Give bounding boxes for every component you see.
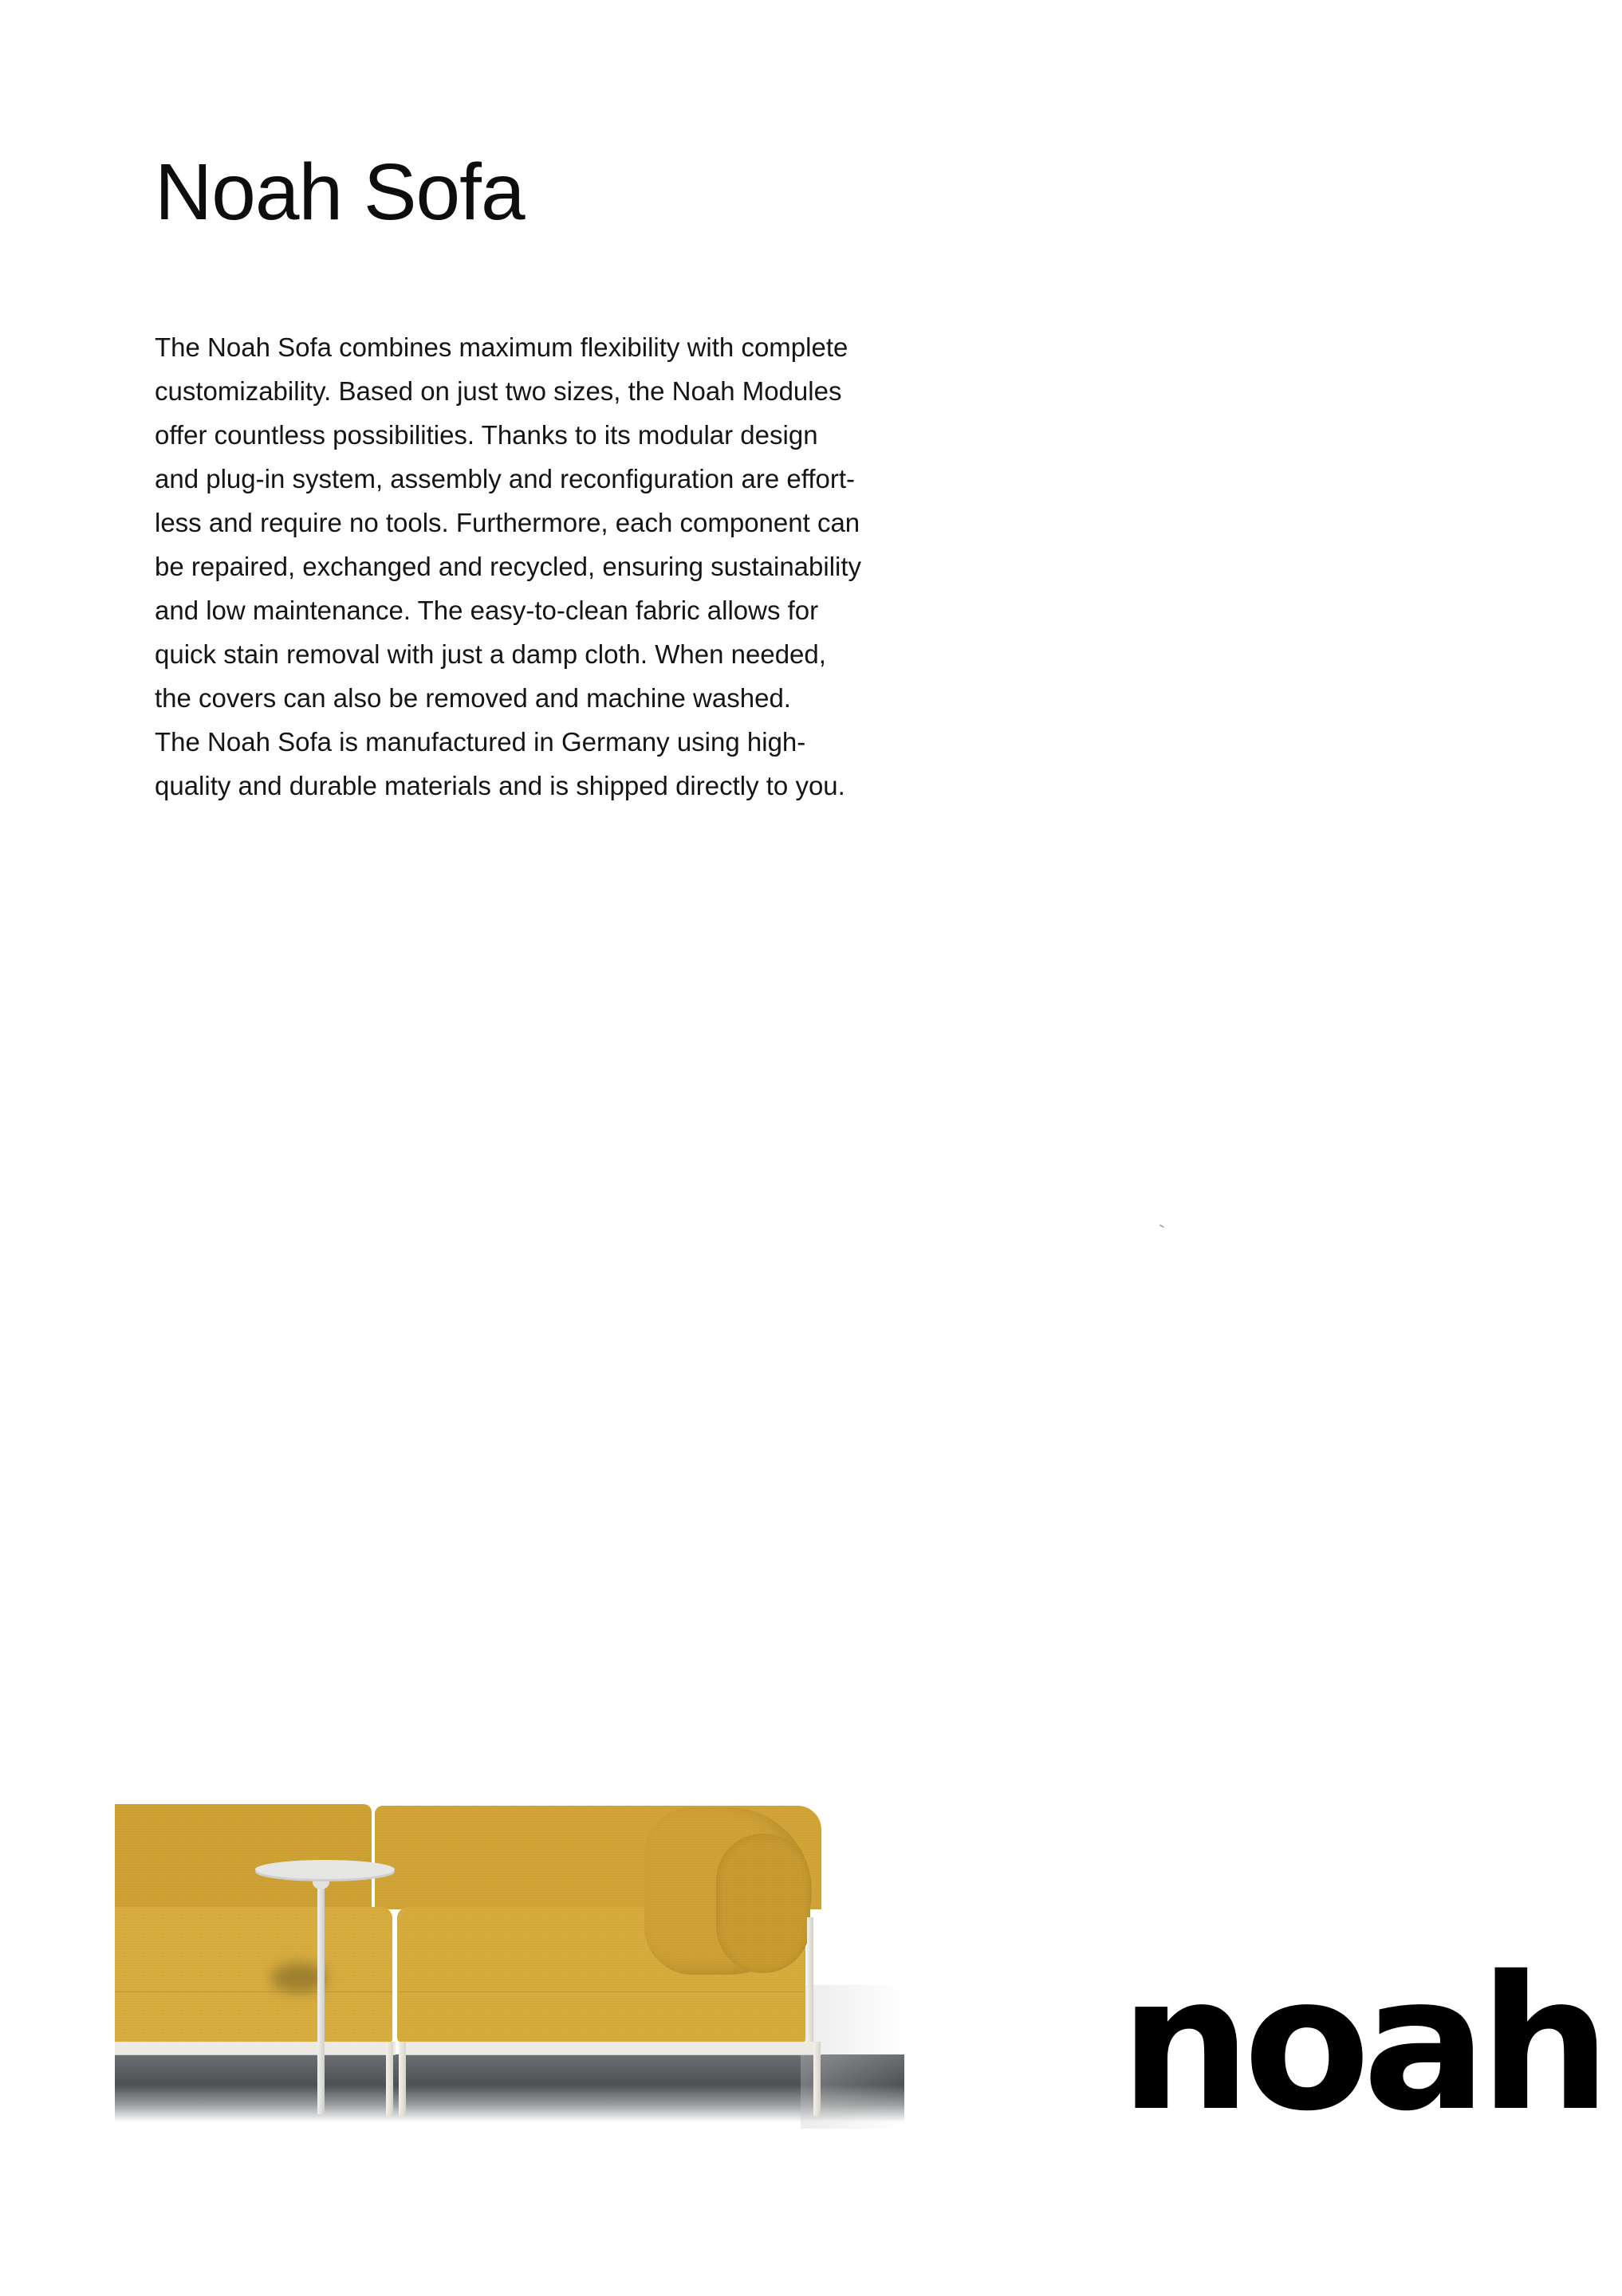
floor-shadow: [115, 2054, 904, 2122]
page-title: Noah Sofa: [155, 147, 525, 237]
description-line: and plug-in system, assembly and reconfiguration are effort-: [155, 464, 856, 493]
product-description: [155, 325, 920, 808]
description-line: the covers can also be removed and machine washed.: [155, 683, 791, 713]
noah-logo: noah: [1120, 1936, 1604, 2152]
description-line: offer countless possibilities. Thanks to its modular design: [155, 420, 818, 450]
frame-post: [807, 1917, 813, 2045]
description-line: be repaired, exchanged and recycled, ensuring sustainability: [155, 552, 862, 581]
description-line: The Noah Sofa is manufactured in Germany using high-: [155, 727, 806, 757]
seat-seam-left: [115, 1991, 392, 1992]
frame-rail-left: [115, 2042, 396, 2054]
seat-seam-right: [399, 1991, 804, 1992]
description-line: less and require no tools. Furthermore, each component can: [155, 508, 860, 537]
stray-mark: [1159, 1225, 1164, 1229]
back-cushion-left: [115, 1804, 372, 1908]
side-table-top: [255, 1860, 395, 1879]
frame-leg: [399, 2042, 406, 2117]
description-line: quality and durable materials and is shipped directly to you.: [155, 771, 845, 800]
description-line: The Noah Sofa combines maximum flexibility with complete: [155, 332, 848, 362]
description-line: customizability. Based on just two sizes, the Noah Modules: [155, 376, 842, 406]
seat-cushion-left: [115, 1907, 392, 2042]
bolster-armrest-end: [716, 1834, 810, 1973]
frame-leg: [386, 2042, 393, 2117]
side-table-stem: [317, 1875, 325, 2114]
frame-leg: [813, 2042, 821, 2117]
sofa-product-image: [115, 1786, 912, 2168]
description-line: and low maintenance. The easy-to-clean fabric allows for: [155, 596, 819, 625]
description-line: quick stain removal with just a damp cloth. When needed,: [155, 639, 826, 669]
frame-rail-right: [400, 2042, 821, 2054]
